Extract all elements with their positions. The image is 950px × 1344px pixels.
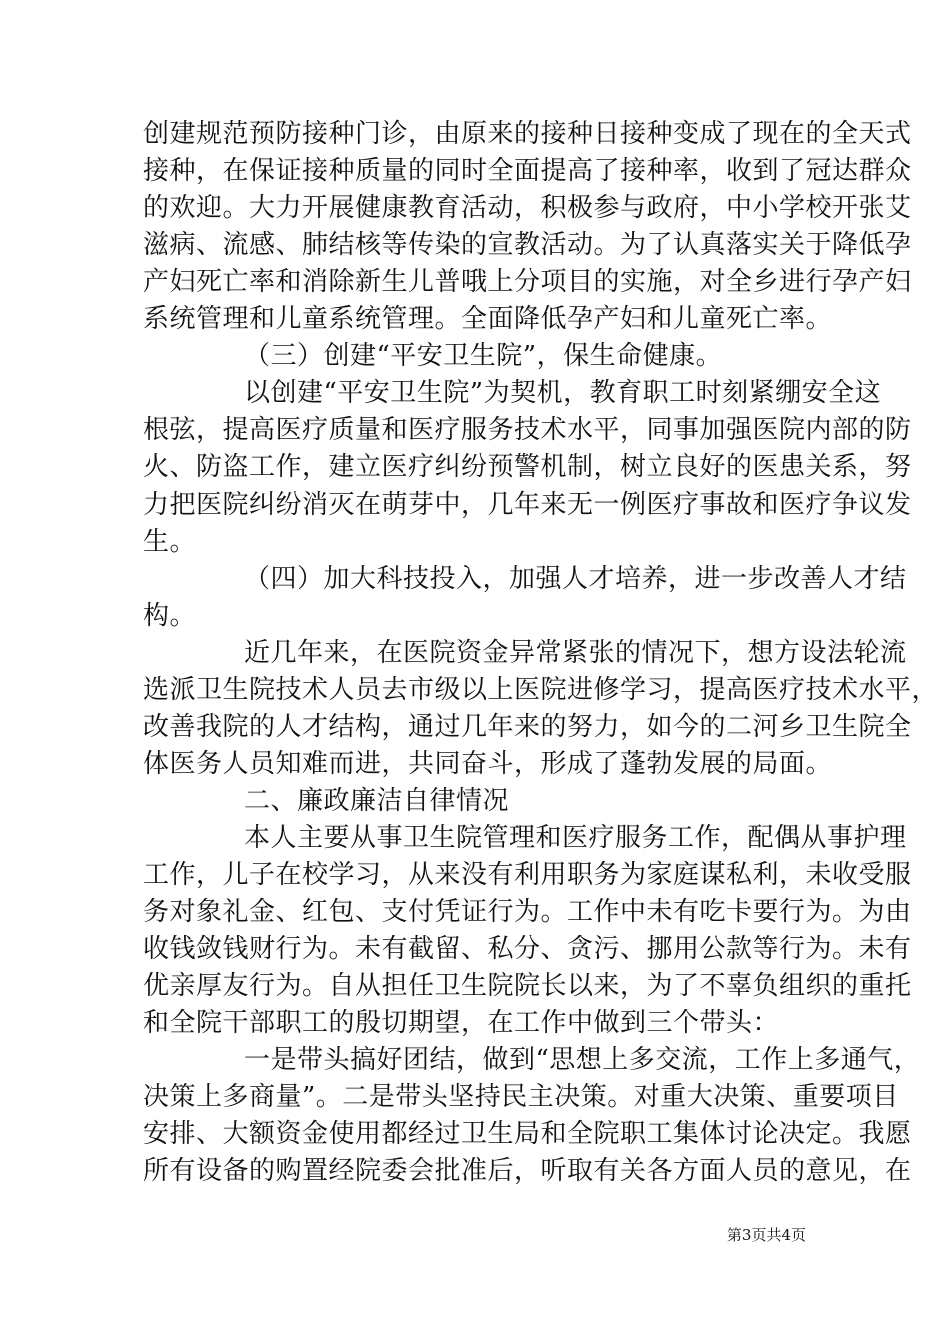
text-line: 火、防盗工作，建立医疗纠纷预警机制，树立良好的医患关系，努 [143,452,912,483]
text-line: 产妇死亡率和消除新生儿普哦上分项目的实施，对全乡进行孕产妇 [143,267,912,298]
text-line: 选派卫生院技术人员去市级以上医院进修学习，提高医疗技术水平， [143,674,939,705]
text-line: 系统管理和儿童系统管理。全面降低孕产妇和儿童死亡率。 [143,304,833,335]
text-line: 构。 [143,600,197,631]
text-line: 本人主要从事卫生院管理和医疗服务工作，配偶从事护理 [244,822,907,853]
text-line: 体医务人员知难而进，共同奋斗，形成了蓬勃发展的局面。 [143,748,833,779]
text-line: 接种，在保证接种质量的同时全面提高了接种率，收到了冠达群众 [143,156,912,187]
text-line: 近几年来，在医院资金异常紧张的情况下，想方设法轮流 [244,637,907,668]
text-line: 二、廉政廉洁自律情况 [244,785,510,816]
text-line: 决策上多商量”。二是带头坚持民主决策。对重大决策、重要项目 [143,1082,899,1113]
text-line: 生。 [143,526,197,557]
text-line: 力把医院纠纷消灭在萌芽中，几年来无一例医疗事故和医疗争议发 [143,489,912,520]
text-line: 滋病、流感、肺结核等传染的宣教活动。为了认真落实关于降低孕 [143,230,912,261]
text-line: 收钱敛钱财行为。未有截留、私分、贪污、挪用公款等行为。未有 [143,934,912,965]
text-line: 根弦，提高医疗质量和医疗服务技术水平，同事加强医院内部的防 [143,415,912,446]
text-line: （三）创建“平安卫生院”，保生命健康。 [244,341,723,372]
text-line: 工作，儿子在校学习，从来没有利用职务为家庭谋私利，未收受服 [143,860,912,890]
text-line: 和全院干部职工的殷切期望，在工作中做到三个带头： [143,1008,780,1039]
text-line: 以创建“平安卫生院”为契机，教育职工时刻紧绷安全这 [244,378,882,409]
text-line: （四）加大科技投入，加强人才培养，进一步改善人才结 [244,563,907,594]
text-line: 所有设备的购置经院委会批准后，听取有关各方面人员的意见，在 [143,1156,912,1187]
page-number: 第3页共4页 [726,1226,806,1244]
text-line: 务对象礼金、红包、支付凭证行为。工作中未有吃卡要行为。为由 [143,897,912,928]
text-line: 优亲厚友行为。自从担任卫生院院长以来，为了不辜负组织的重托 [143,971,912,1002]
text-line: 创建规范预防接种门诊，由原来的接种日接种变成了现在的全天式 [143,119,912,149]
text-line: 的欢迎。大力开展健康教育活动，积极参与政府，中小学校开张艾 [143,193,912,224]
text-line: 改善我院的人才结构，通过几年来的努力，如今的二河乡卫生院全 [143,711,912,742]
text-line: 安排、大额资金使用都经过卫生局和全院职工集体讨论决定。我愿 [143,1119,912,1150]
text-line: 一是带头搞好团结，做到“思想上多交流，工作上多通气， [244,1045,921,1076]
